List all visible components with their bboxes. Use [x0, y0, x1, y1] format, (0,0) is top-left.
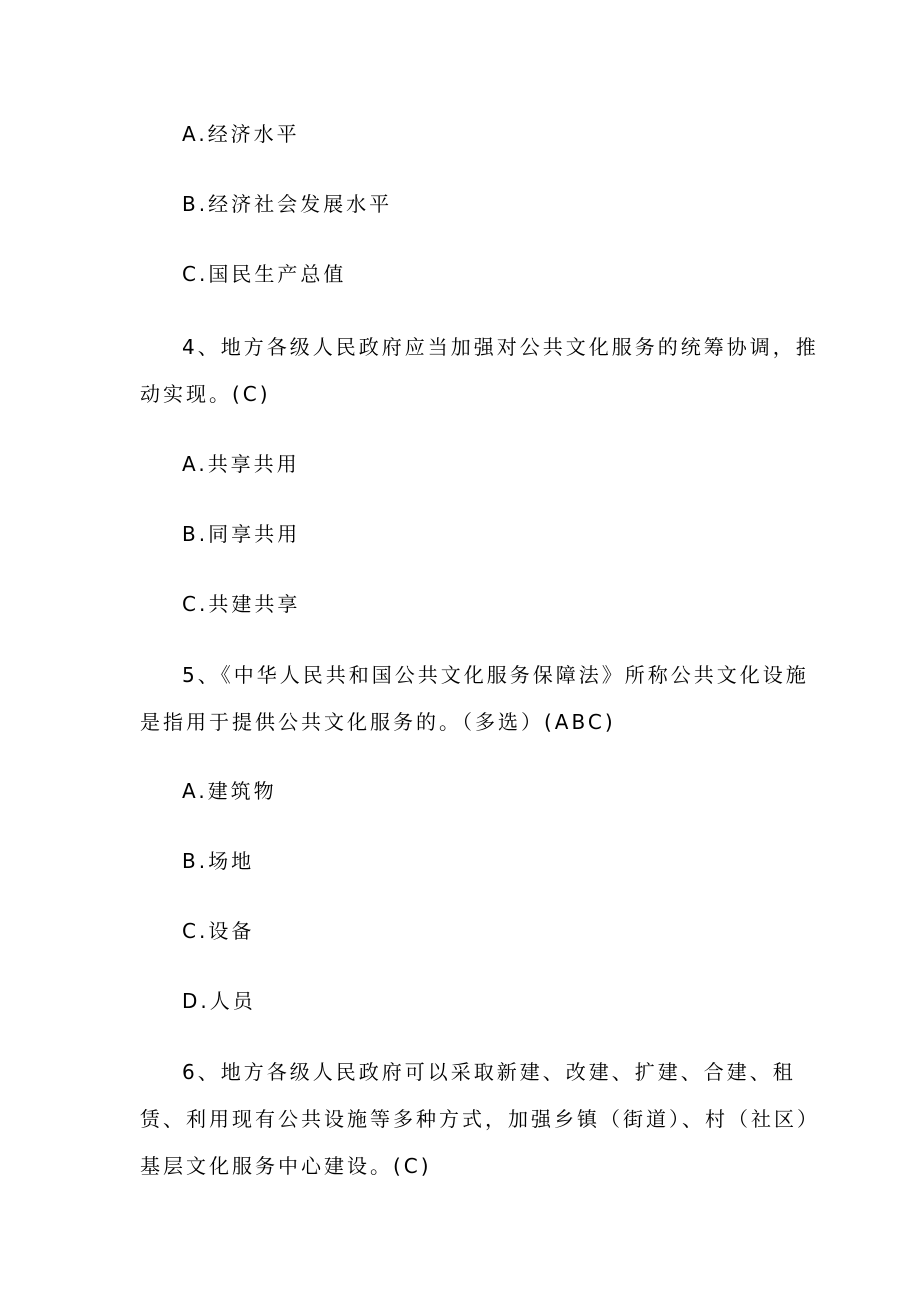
q3-option-b: B.经济社会发展水平: [182, 192, 393, 216]
q4-option-a: A.共享共用: [182, 452, 300, 476]
q6-text-line-3: 基层文化服务中心建设。(C): [140, 1154, 432, 1178]
q4-option-c: C.共建共享: [182, 592, 301, 616]
q3-option-c: C.国民生产总值: [182, 262, 347, 286]
q5-text-line-2: 是指用于提供公共文化服务的。（多选）(ABC): [140, 710, 616, 734]
q5-text-line-1: 5、《中华人民共和国公共文化服务保障法》所称公共文化设施: [182, 663, 809, 687]
q5-option-b: B.场地: [182, 849, 255, 873]
q6-text-line-1: 6、地方各级人民政府可以采取新建、改建、扩建、合建、租: [182, 1060, 796, 1084]
q4-option-b: B.同享共用: [182, 522, 301, 546]
q5-option-a: A.建筑物: [182, 779, 277, 803]
q4-text-line-2: 动实现。(C): [140, 382, 271, 406]
q5-option-c: C.设备: [182, 919, 255, 943]
q4-text-line-1: 4、地方各级人民政府应当加强对公共文化服务的统筹协调，推: [182, 335, 819, 359]
q3-option-a: A.经济水平: [182, 122, 300, 146]
q5-option-d: D.人员: [182, 989, 256, 1013]
q6-text-line-2: 赁、利用现有公共设施等多种方式，加强乡镇（街道）、村（社区）: [140, 1107, 820, 1131]
